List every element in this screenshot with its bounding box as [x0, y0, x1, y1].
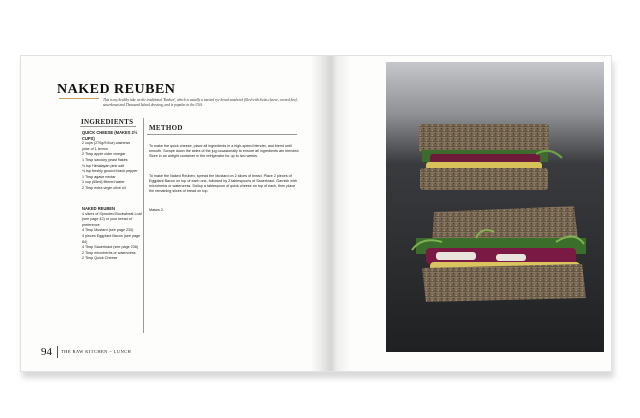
ingredient-item: 4 Tbsp Mustard (see page 230) — [82, 228, 134, 233]
ingredient-item: 2 Tbsp microherbs or watercress — [82, 250, 136, 255]
ingredient-item: 4 pieces Eggplant Bacon (see page 84) — [82, 233, 141, 244]
back-sandwich — [419, 124, 562, 190]
front-sandwich — [412, 206, 586, 302]
ingredient-item: ¾ tsp Himalayan pink salt — [82, 163, 125, 168]
method-paragraph: Makes 2. — [149, 208, 164, 212]
ingredient-item: 1 cup (65ml) filtered water — [82, 180, 125, 185]
running-head: THE RAW KITCHEN ~ LUNCH — [61, 349, 132, 354]
ingredients-section-cheese — [82, 130, 142, 192]
method-rule — [147, 134, 297, 135]
book-gutter — [311, 56, 351, 371]
method-heading: METHOD — [149, 124, 183, 132]
method-paragraph: To make the quick cheese, place all ingredients in a high-speed blender, and blend until smooth. Scrape down the sides of the jug occasionally to ensure all ingredients are blended. Store in an airtight container in the refrigerator for up to two weeks. — [149, 144, 300, 158]
method-paragraph: To make the Naked Reuben, spread the Mustard on 2 slices of bread. Place 2 pieces of Eggplant Bacon on top of each one, followed by 2 tablespoons of Sauerkraut. Garnish with microherbs or watercress. Dollop a tablespoon of quick cheese on top of each, then place the remaining slices of bread on top. — [149, 174, 297, 193]
open-book — [20, 55, 612, 372]
section-title: NAKED REUBEN — [82, 206, 115, 211]
ingredient-item: 2 Tbsp apple cider vinegar — [82, 152, 126, 157]
ingredient-item: 2 cups (270g/9.6oz) cashews — [82, 141, 130, 146]
title-underline — [59, 98, 99, 99]
left-page — [21, 56, 321, 371]
page-number: 94 — [41, 346, 52, 358]
ingredient-item: juice of 1 lemon — [82, 146, 108, 151]
recipe-title: NAKED REUBEN — [57, 82, 176, 97]
ingredients-rule — [80, 126, 136, 127]
sandwich-photo-illustration — [386, 62, 604, 352]
footer-separator — [57, 346, 58, 358]
ingredient-item: 1 Tbsp savoury yeast flakes — [82, 157, 128, 162]
column-divider — [143, 118, 144, 333]
ingredient-item: ¾ tsp freshly ground black pepper — [82, 169, 138, 174]
ingredient-item: 1 Tbsp agave nectar — [82, 174, 116, 179]
ingredients-heading: INGREDIENTS — [81, 118, 134, 126]
ingredient-item: 4 slices of Sprouted Buckwheat Loaf (see page 42) or your bread of preference — [82, 211, 142, 227]
section-title: QUICK CHEESE (MAKES 2½ CUPS) — [82, 130, 138, 141]
ingredient-item: 2 Tbsp Quick Cheese — [82, 256, 118, 261]
ingredient-item: 2 Tbsp extra virgin olive oil — [82, 185, 126, 190]
recipe-intro: This is my healthy take on the traditional 'Reuben', which is usually a toasted rye bread sandwich filled with Swiss cheese, corned beef, sauerkraut and Thousand Island dressing, and is popular in the USA. — [103, 98, 298, 107]
sandwich-photo — [386, 62, 604, 352]
ingredient-item: 4 Tbsp Sauerkraut (see page 236) — [82, 245, 139, 250]
ingredients-section-reuben — [82, 206, 142, 262]
